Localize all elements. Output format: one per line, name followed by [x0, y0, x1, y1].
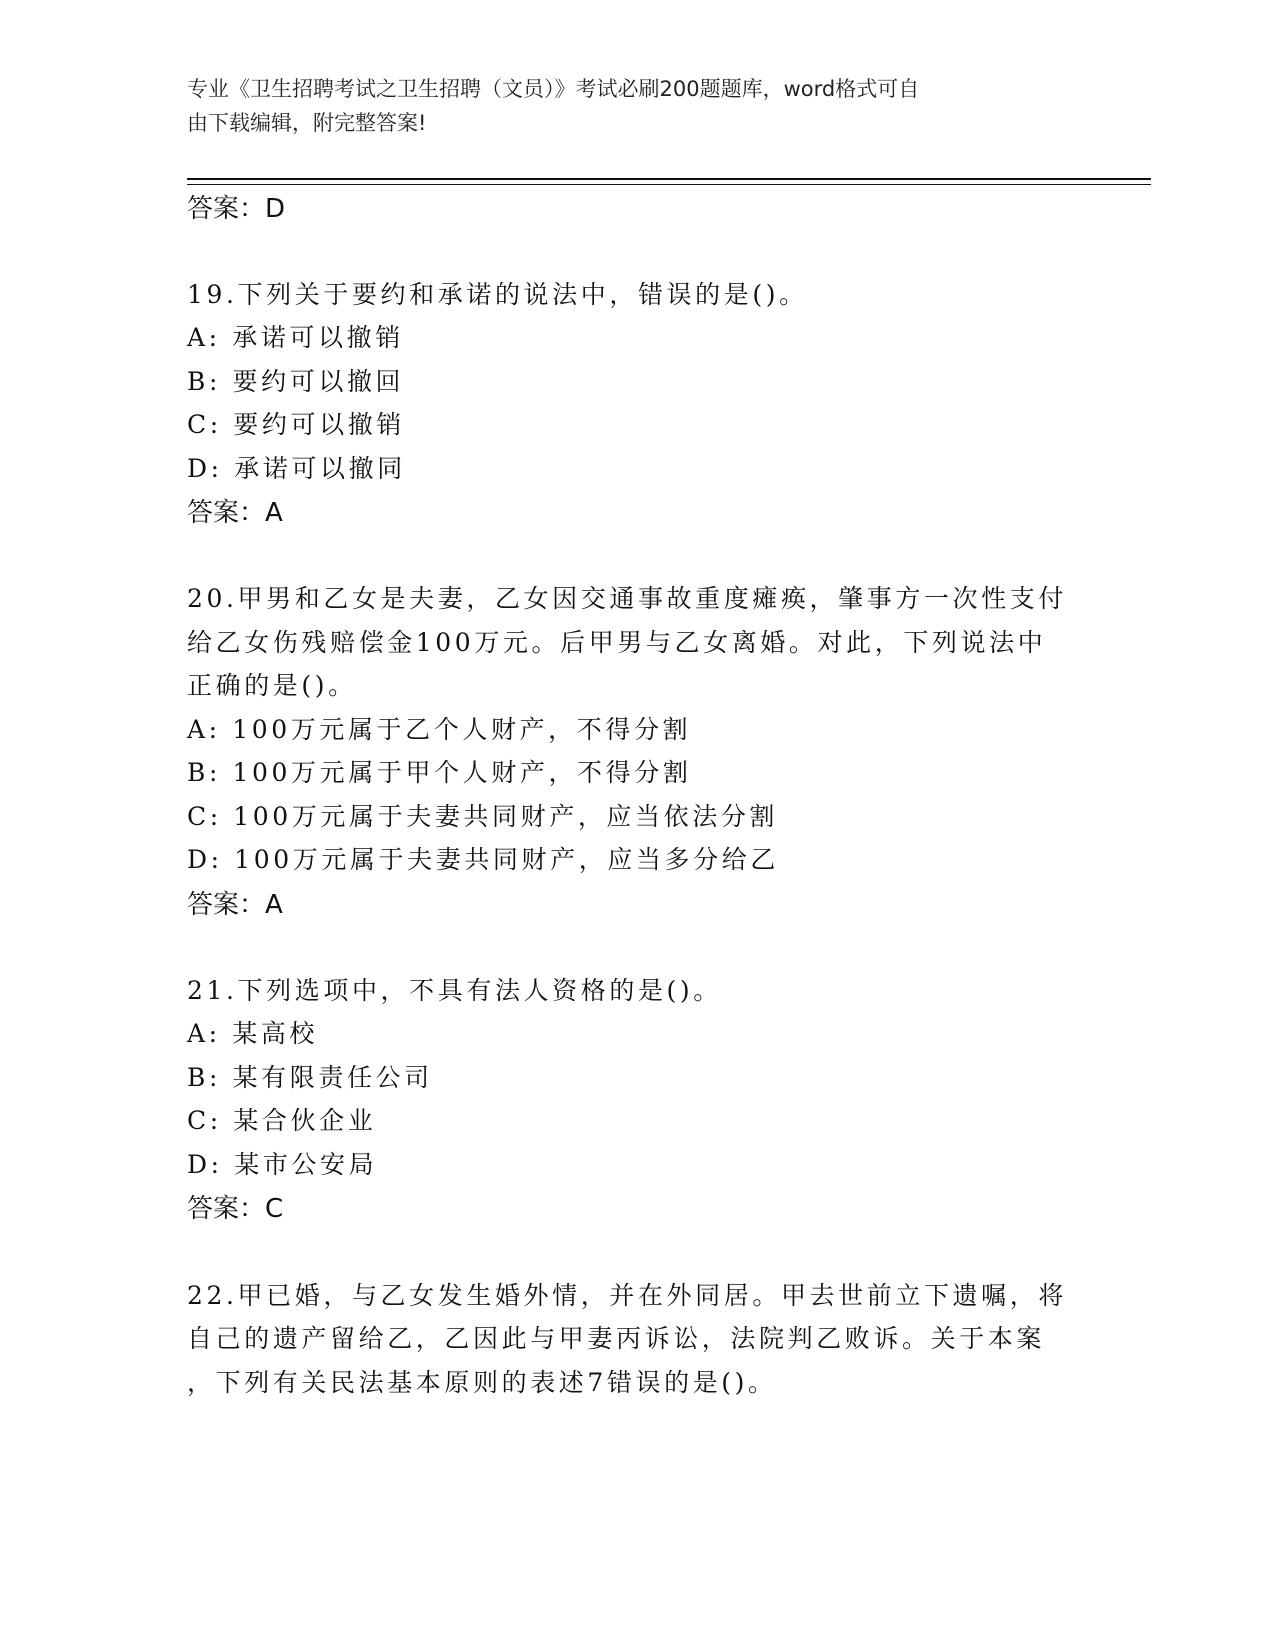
question-20-stem-line-2: 给乙女伤残赔偿金100万元。后甲男与乙女离婚。对此，下列说法中 — [187, 628, 1047, 657]
question-19-option-d: D: 承诺可以撤同 — [187, 454, 406, 483]
question-19-stem: 19.下列关于要约和承诺的说法中，错误的是()。 — [187, 280, 808, 309]
question-20-option-b: B: 100万元属于甲个人财产，不得分割 — [187, 758, 692, 787]
answer-18: 答案：D — [187, 194, 286, 224]
question-20-option-d: D: 100万元属于夫妻共同财产，应当多分给乙 — [187, 845, 779, 874]
question-21-option-a: A: 某高校 — [187, 1019, 319, 1048]
question-20-stem-line-3: 正确的是()。 — [187, 671, 357, 700]
question-20-stem-line-1: 20.甲男和乙女是夫妻，乙女因交通事故重度瘫痪，肇事方一次性支付 — [187, 584, 1067, 613]
question-19-option-b: B: 要约可以撤回 — [187, 367, 405, 396]
question-20-option-a: A: 100万元属于乙个人财产，不得分割 — [187, 715, 692, 744]
header-divider-thick — [187, 178, 1151, 180]
question-21-option-c: C: 某合伙企业 — [187, 1106, 377, 1135]
question-20-option-c: C: 100万元属于夫妻共同财产，应当依法分割 — [187, 802, 779, 831]
question-21-stem: 21.下列选项中，不具有法人资格的是()。 — [187, 976, 722, 1005]
question-21-option-b: B: 某有限责任公司 — [187, 1063, 433, 1092]
header-line-2: 由下载编辑，附完整答案! — [187, 111, 427, 135]
question-19-option-c: C: 要约可以撤销 — [187, 410, 405, 439]
page-header — [187, 72, 1067, 140]
question-22-stem-line-1: 22.甲已婚，与乙女发生婚外情，并在外同居。甲去世前立下遗嘱，将 — [187, 1281, 1067, 1310]
header-line-1: 专业《卫生招聘考试之卫生招聘（文员）》考试必刷200题题库，word格式可自 — [187, 77, 920, 101]
question-21-option-d: D: 某市公安局 — [187, 1150, 378, 1179]
question-22-stem-line-2: 自己的遗产留给乙，乙因此与甲妻丙诉讼，法院判乙败诉。关于本案 — [187, 1324, 1046, 1353]
question-22-stem-line-3: ，下列有关民法基本原则的表述7错误的是()。 — [187, 1368, 777, 1397]
answer-20: 答案：A — [187, 890, 283, 920]
question-19-option-a: A: 承诺可以撤销 — [187, 323, 404, 352]
header-divider-thin — [187, 184, 1151, 185]
answer-19: 答案：A — [187, 498, 283, 528]
answer-21: 答案：C — [187, 1194, 284, 1224]
